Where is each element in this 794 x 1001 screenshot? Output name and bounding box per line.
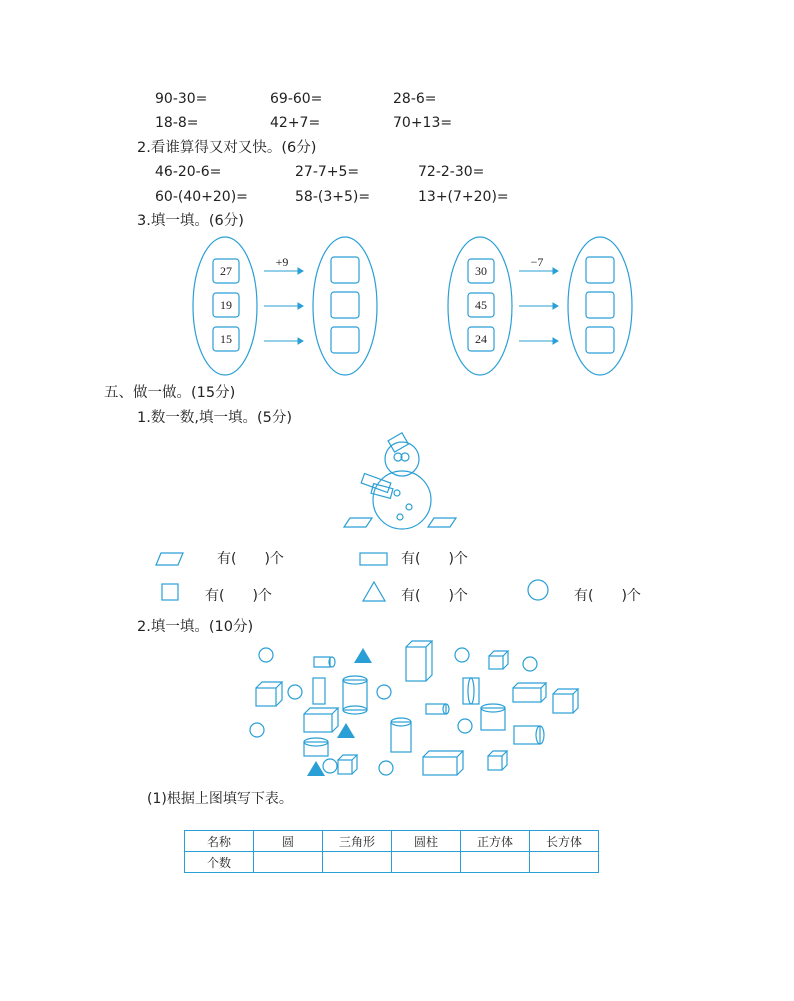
snowman-figure	[344, 433, 456, 529]
q2-problem-3: 72-2-30=	[418, 164, 485, 180]
row-label: 个数	[185, 852, 254, 873]
problem-6: 70+13=	[393, 115, 453, 131]
rectangle-icon	[360, 553, 387, 565]
answer-box[interactable]	[586, 257, 614, 283]
table-header: 三角形	[323, 831, 392, 852]
q1-title: 1.数一数,填一填。(5分)	[137, 410, 292, 426]
table-header: 圆柱	[392, 831, 461, 852]
q2-problem-2: 27-7+5=	[295, 164, 360, 180]
answer-box[interactable]	[586, 292, 614, 318]
table-header: 名称	[185, 831, 254, 852]
table-row	[185, 852, 599, 873]
answer-box[interactable]	[586, 327, 614, 353]
table-header: 正方体	[461, 831, 530, 852]
q3-title: 3.填一填。(6分)	[137, 213, 244, 229]
input-number: 27	[220, 264, 232, 278]
solids-figure	[250, 641, 578, 775]
count-rectangle[interactable]: 有( )个	[401, 551, 468, 567]
problem-4: 18-8=	[155, 115, 199, 131]
triangle-icon	[307, 761, 325, 776]
problem-2: 69-60=	[270, 91, 323, 107]
answer-cell[interactable]	[530, 852, 599, 873]
input-number: 45	[475, 298, 487, 312]
count-circle[interactable]: 有( )个	[574, 588, 641, 604]
input-number: 15	[220, 332, 232, 346]
q2-problem-1: 46-20-6=	[155, 164, 222, 180]
count-parallelogram[interactable]: 有( )个	[217, 551, 284, 567]
input-number: 30	[475, 264, 487, 278]
triangle-icon	[363, 582, 385, 601]
count-square[interactable]: 有( )个	[205, 588, 272, 604]
operation-label: −7	[530, 255, 544, 269]
sub-question-1: (1)根据上图填写下表。	[147, 791, 293, 807]
q2-title: 2.看谁算得又对又快。(6分)	[137, 140, 317, 156]
table-header: 长方体	[530, 831, 599, 852]
square-icon	[162, 584, 178, 600]
input-number: 19	[220, 298, 232, 312]
circle-icon	[528, 580, 548, 600]
section5-title: 五、做一做。(15分)	[104, 385, 236, 401]
answer-box[interactable]	[331, 257, 359, 283]
input-number: 24	[475, 332, 487, 346]
answer-cell[interactable]	[392, 852, 461, 873]
parallelogram-icon	[156, 553, 183, 565]
output-oval	[568, 237, 632, 375]
table-header: 圆	[254, 831, 323, 852]
q2-problem-5: 58-(3+5)=	[295, 189, 371, 205]
q2-problem-4: 60-(40+20)=	[155, 189, 248, 205]
answer-cell[interactable]	[254, 852, 323, 873]
answer-cell[interactable]	[461, 852, 530, 873]
q3-left-diagram	[193, 237, 377, 375]
triangle-icon	[354, 648, 372, 663]
triangle-icon	[337, 723, 355, 738]
table-header-row	[185, 831, 599, 852]
answer-box[interactable]	[331, 327, 359, 353]
output-oval	[313, 237, 377, 375]
q2-problem-6: 13+(7+20)=	[418, 189, 509, 205]
answer-box[interactable]	[331, 292, 359, 318]
problem-3: 28-6=	[393, 91, 437, 107]
q2-fill-title: 2.填一填。(10分)	[137, 619, 254, 635]
result-table	[184, 830, 599, 873]
count-triangle[interactable]: 有( )个	[401, 588, 468, 604]
operation-label: +9	[275, 255, 289, 269]
problem-1: 90-30=	[155, 91, 208, 107]
arrows	[519, 268, 558, 344]
q3-right-diagram	[448, 237, 632, 375]
problem-5: 42+7=	[270, 115, 321, 131]
arrows	[264, 268, 303, 344]
answer-cell[interactable]	[323, 852, 392, 873]
